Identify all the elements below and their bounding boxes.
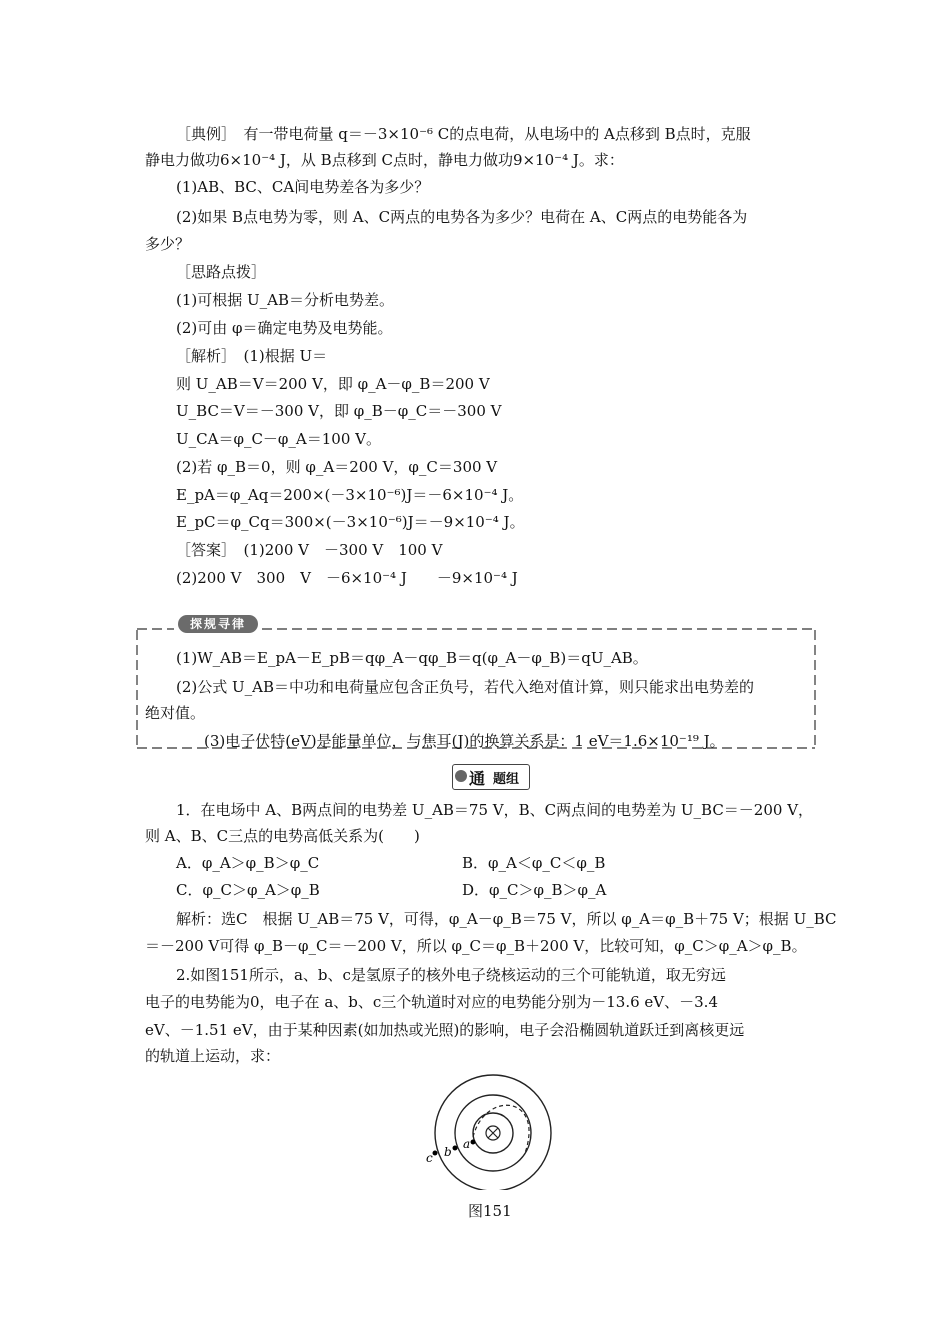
figure-caption: 图151 xyxy=(468,1202,512,1220)
tip-badge: 探规寻律 xyxy=(178,615,258,633)
example-line-2: 静电力做功6×10⁻⁴ J，从 B点移到 C点时，静电力做功9×10⁻⁴ J。求： xyxy=(145,151,624,169)
example-q2: (2)如果 B点电势为零，则 A、C两点的电势各为多少？电荷在 A、C两点的电势能各为 xyxy=(176,208,748,226)
analysis-line-4: (2)若 φ_B＝0，则 φ_A＝200 V，φ_C＝300 V xyxy=(176,458,498,476)
chevron-down-icon xyxy=(455,770,467,782)
tip-line-2: (2)公式 U_AB＝中功和电荷量应包含正负号，若代入绝对值计算，则只能求出电势差的 xyxy=(176,678,755,696)
section-header-rest: 题组 xyxy=(493,772,520,787)
orbit-label-b: b xyxy=(444,1145,452,1159)
analysis-heading: ［解析］ (1)根据 U＝ xyxy=(176,347,328,365)
example-line-1: ［典例］ 有一带电荷量 q＝－3×10⁻⁶ C的点电荷，从电场中的 A点移到 B点时，克服 xyxy=(176,125,751,143)
question-1-line-2: 则 A、B、C三点的电势高低关系为( ) xyxy=(145,827,420,845)
question-2-line-1: 2.如图151所示，a、b、c是氢原子的核外电子绕核运动的三个可能轨道，取无穷远 xyxy=(176,966,726,984)
tip-line-1: (1)W_AB＝E_pA－E_pB＝qφ_A－qφ_B＝q(φ_A－φ_B)＝qU_AB。 xyxy=(176,649,648,667)
hint-heading: ［思路点拨］ xyxy=(176,263,267,281)
answer-line-2: (2)200 V 300 V －6×10⁻⁴ J －9×10⁻⁴ J xyxy=(176,569,518,587)
example-q1: (1)AB、BC、CA间电势差各为多少？ xyxy=(176,178,430,196)
option-d: D．φ_C＞φ_B＞φ_A xyxy=(462,881,607,899)
option-c: C．φ_C＞φ_A＞φ_B xyxy=(176,881,320,899)
hint-2: (2)可由 φ＝确定电势及电势能。 xyxy=(176,319,393,337)
tip-line-4: (3)电子伏特(eV)是能量单位，与焦耳(J)的换算关系是：1 eV＝1.6×10⁻¹⁹ J。 xyxy=(204,732,725,750)
question-2-line-2: 电子的电势能为0，电子在 a、b、c三个轨道时对应的电势能分别为－13.6 eV、－3.4 xyxy=(145,993,718,1011)
option-b: B．φ_A＜φ_C＜φ_B xyxy=(462,854,606,872)
analysis-line-3: U_CA＝φ_C－φ_A＝100 V。 xyxy=(176,430,381,448)
answer-line-1: ［答案］ (1)200 V －300 V 100 V xyxy=(176,541,443,559)
orbit-diagram xyxy=(425,995,565,1190)
analysis-line-6: E_pC＝φ_Cq＝300×(－3×10⁻⁶)J＝－9×10⁻⁴ J。 xyxy=(176,513,525,531)
question-2-line-3: eV、－1.51 eV，由于某种因素(如加热或光照)的影响，电子会沿椭圆轨道跃迁到离核更远 xyxy=(145,1021,745,1039)
question-2-line-4: 的轨道上运动，求： xyxy=(145,1047,281,1065)
analysis-line-5: E_pA＝φ_Aq＝200×(－3×10⁻⁶)J＝－6×10⁻⁴ J。 xyxy=(176,486,524,504)
section-header-tong: 通 xyxy=(469,769,486,788)
section-header xyxy=(452,764,530,790)
orbit-label-a: a xyxy=(463,1137,471,1151)
analysis-line-2: U_BC＝V＝－300 V，即 φ_B－φ_C＝－300 V xyxy=(176,402,502,420)
hint-1: (1)可根据 U_AB＝分析电势差。 xyxy=(176,291,395,309)
solution-line-1: 解析：选C 根据 U_AB＝75 V，可得，φ_A－φ_B＝75 V，所以 φ_A＝φ_B＋75 V；根据 U_BC xyxy=(176,910,837,928)
analysis-line-1: 则 U_AB＝V＝200 V，即 φ_A－φ_B＝200 V xyxy=(176,375,490,393)
orbit-figure xyxy=(425,995,565,1194)
tip-line-3: 绝对值。 xyxy=(145,704,206,722)
solution-line-2: ＝－200 V可得 φ_B－φ_C＝－200 V，所以 φ_C＝φ_B＋200 V，比较可知，φ_C＞φ_A＞φ_B。 xyxy=(145,937,807,955)
orbit-label-c: c xyxy=(426,1151,433,1165)
question-1-line-1: 1．在电场中 A、B两点间的电势差 U_AB＝75 V，B、C两点间的电势差为 U_BC＝－200 V， xyxy=(176,801,814,819)
example-q2-cont: 多少？ xyxy=(145,235,191,253)
option-a: A．φ_A＞φ_B＞φ_C xyxy=(176,854,320,872)
